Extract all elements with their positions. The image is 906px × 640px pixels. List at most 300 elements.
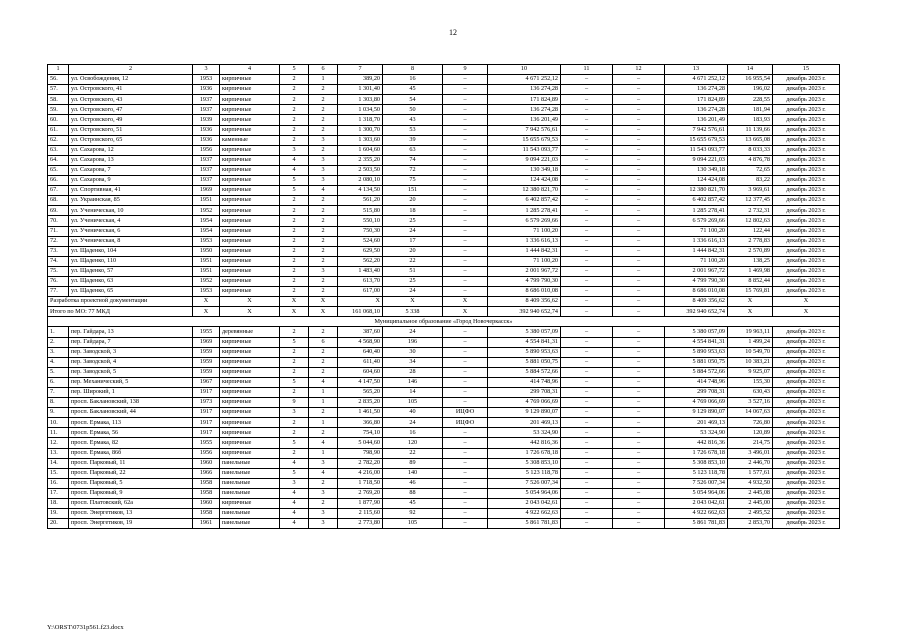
table-cell: 2 bbox=[309, 256, 338, 266]
table-cell: 524,60 bbox=[338, 236, 383, 246]
table-cell: пер. Гайдара, 13 bbox=[69, 327, 193, 337]
table-cell: декабрь 2023 г. bbox=[773, 85, 840, 95]
table-cell: просп. Баклановский, 138 bbox=[69, 398, 193, 408]
table-cell: 1959 bbox=[193, 367, 220, 377]
table-cell: 1 726 678,18 bbox=[665, 448, 728, 458]
table-cell: кирпичные bbox=[220, 95, 280, 105]
table-cell: просп. Ермака, 86б bbox=[69, 448, 193, 458]
table-cell: 392 940 652,74 bbox=[665, 307, 728, 317]
table-cell: кирпичные bbox=[220, 408, 280, 418]
table-cell: 105 bbox=[383, 519, 443, 529]
table-cell: 2 bbox=[309, 145, 338, 155]
table-cell: – bbox=[443, 115, 488, 125]
table-cell: 161 068,10 bbox=[338, 307, 383, 317]
table-row bbox=[48, 448, 840, 458]
table-cell: – bbox=[443, 499, 488, 509]
table-cell: – bbox=[613, 388, 665, 398]
table-cell: 1936 bbox=[193, 85, 220, 95]
table-row bbox=[48, 125, 840, 135]
table-cell: – bbox=[613, 125, 665, 135]
table-cell: X bbox=[443, 307, 488, 317]
table-cell: декабрь 2023 г. bbox=[773, 488, 840, 498]
table-cell: – bbox=[613, 145, 665, 155]
table-cell: 1960 bbox=[193, 499, 220, 509]
table-cell: декабрь 2023 г. bbox=[773, 377, 840, 387]
table-cell: 122,44 bbox=[728, 226, 773, 236]
table-cell: ул. Сахарова, 12 bbox=[69, 145, 193, 155]
table-cell: кирпичные bbox=[220, 337, 280, 347]
table-cell: 17. bbox=[48, 488, 69, 498]
table-cell: – bbox=[561, 176, 613, 186]
table-cell: 1960 bbox=[193, 458, 220, 468]
table-cell: 2 bbox=[280, 115, 309, 125]
table-cell: 2 043 042,61 bbox=[488, 499, 561, 509]
table-cell: 63 bbox=[383, 145, 443, 155]
table-cell: – bbox=[443, 468, 488, 478]
table-cell: – bbox=[561, 125, 613, 135]
table-cell: 1917 bbox=[193, 388, 220, 398]
housing-register-table bbox=[47, 64, 840, 529]
table-cell: 1 bbox=[309, 448, 338, 458]
table-cell: 25 bbox=[383, 216, 443, 226]
table-cell: – bbox=[561, 478, 613, 488]
table-cell: 4 922 662,63 bbox=[488, 509, 561, 519]
table-cell: 1 336 616,13 bbox=[665, 236, 728, 246]
table-cell: – bbox=[443, 327, 488, 337]
table-cell: 3 bbox=[309, 519, 338, 529]
table-cell: 1 303,60 bbox=[338, 135, 383, 145]
table-cell: – bbox=[561, 398, 613, 408]
table-cell: – bbox=[443, 206, 488, 216]
table-cell: – bbox=[613, 206, 665, 216]
table-cell: 2 bbox=[280, 418, 309, 428]
table-cell: 140 bbox=[383, 468, 443, 478]
table-cell: 2 782,20 bbox=[338, 458, 383, 468]
table-cell: 5 881 050,75 bbox=[488, 357, 561, 367]
table-cell: 2 446,70 bbox=[728, 458, 773, 468]
table-cell: 89 bbox=[383, 458, 443, 468]
table-cell: – bbox=[613, 509, 665, 519]
table-cell: кирпичные bbox=[220, 499, 280, 509]
table-cell: – bbox=[561, 266, 613, 276]
table-row bbox=[48, 95, 840, 105]
table-cell: 299 708,31 bbox=[665, 388, 728, 398]
table-cell: – bbox=[561, 226, 613, 236]
table-cell: – bbox=[561, 95, 613, 105]
table-row bbox=[48, 428, 840, 438]
table-cell: 201 469,13 bbox=[665, 418, 728, 428]
table-cell: 1956 bbox=[193, 145, 220, 155]
column-number-cell: 14 bbox=[728, 65, 773, 75]
table-cell: ул. Островского, 43 bbox=[69, 95, 193, 105]
table-row bbox=[48, 388, 840, 398]
table-cell: кирпичные bbox=[220, 176, 280, 186]
table-cell: 2 bbox=[309, 226, 338, 236]
table-cell: 28 bbox=[383, 367, 443, 377]
table-cell: 1 469,98 bbox=[728, 266, 773, 276]
table-cell: 11 543 093,77 bbox=[488, 145, 561, 155]
table-cell: – bbox=[443, 236, 488, 246]
table-cell: – bbox=[613, 165, 665, 175]
column-number-cell: 5 bbox=[280, 65, 309, 75]
table-cell: 3 bbox=[309, 165, 338, 175]
table-cell: 1917 bbox=[193, 418, 220, 428]
table-cell: – bbox=[443, 347, 488, 357]
table-cell: 1951 bbox=[193, 256, 220, 266]
column-number-cell: 12 bbox=[613, 65, 665, 75]
table-row bbox=[48, 145, 840, 155]
table-cell: – bbox=[613, 75, 665, 85]
table-row bbox=[48, 377, 840, 387]
table-cell: 5 308 853,10 bbox=[665, 458, 728, 468]
table-cell: – bbox=[613, 266, 665, 276]
table-cell: – bbox=[613, 478, 665, 488]
table-cell: 64. bbox=[48, 155, 69, 165]
table-cell: 4 922 662,63 bbox=[665, 509, 728, 519]
table-cell: 71 100,20 bbox=[665, 256, 728, 266]
table-cell: – bbox=[443, 448, 488, 458]
table-cell: X bbox=[728, 307, 773, 317]
table-cell: 389,20 bbox=[338, 75, 383, 85]
table-cell: кирпичные bbox=[220, 347, 280, 357]
table-cell: 24 bbox=[383, 418, 443, 428]
table-cell: 3 bbox=[309, 176, 338, 186]
table-cell: – bbox=[443, 367, 488, 377]
table-cell: декабрь 2023 г. bbox=[773, 206, 840, 216]
table-cell: пер. Заводской, 3 bbox=[69, 347, 193, 357]
table-cell: кирпичные bbox=[220, 398, 280, 408]
table-cell: 2 001 967,72 bbox=[665, 266, 728, 276]
table-cell: ул. Сахарова, 7 bbox=[69, 165, 193, 175]
table-cell: 2 bbox=[309, 95, 338, 105]
table-cell: 1937 bbox=[193, 155, 220, 165]
table-cell: 196,02 bbox=[728, 85, 773, 95]
table-cell: 1937 bbox=[193, 95, 220, 105]
table-cell: – bbox=[613, 115, 665, 125]
table-cell: 15 655 679,53 bbox=[665, 135, 728, 145]
table-cell: – bbox=[561, 357, 613, 367]
table-cell: 1954 bbox=[193, 216, 220, 226]
table-cell: декабрь 2023 г. bbox=[773, 458, 840, 468]
table-cell: – bbox=[443, 165, 488, 175]
table-cell: 71. bbox=[48, 226, 69, 236]
table-cell: 3 bbox=[309, 135, 338, 145]
table-cell: кирпичные bbox=[220, 75, 280, 85]
table-cell: 2 bbox=[280, 256, 309, 266]
table-cell: 2 bbox=[280, 327, 309, 337]
table-cell: 2. bbox=[48, 337, 69, 347]
table-cell: просп. Парковый, 11 bbox=[69, 458, 193, 468]
table-cell: просп. Ермака, 56 bbox=[69, 428, 193, 438]
table-cell: 1954 bbox=[193, 226, 220, 236]
table-cell: просп. Платовский, 62а bbox=[69, 499, 193, 509]
table-cell: 24 bbox=[383, 327, 443, 337]
table-cell: – bbox=[613, 196, 665, 206]
table-cell: 120 bbox=[383, 438, 443, 448]
table-cell: 63. bbox=[48, 145, 69, 155]
table-row bbox=[48, 186, 840, 196]
table-cell: кирпичные bbox=[220, 206, 280, 216]
table-cell: – bbox=[561, 276, 613, 286]
table-cell: 3 bbox=[309, 458, 338, 468]
table-cell: декабрь 2023 г. bbox=[773, 367, 840, 377]
table-cell: декабрь 2023 г. bbox=[773, 388, 840, 398]
table-cell: 9 bbox=[280, 398, 309, 408]
table-cell: 61. bbox=[48, 125, 69, 135]
table-cell: 2 bbox=[280, 428, 309, 438]
table-cell: 6 402 857,42 bbox=[665, 196, 728, 206]
table-cell: 72 bbox=[383, 165, 443, 175]
table-cell: декабрь 2023 г. bbox=[773, 125, 840, 135]
table-cell: – bbox=[443, 377, 488, 387]
table-cell: 2 853,70 bbox=[728, 519, 773, 529]
table-body bbox=[48, 65, 840, 529]
table-cell: – bbox=[561, 256, 613, 266]
table-cell: 2 769,20 bbox=[338, 488, 383, 498]
table-cell: X bbox=[280, 307, 309, 317]
table-cell: 5 054 964,06 bbox=[488, 488, 561, 498]
table-cell: 9 094 221,03 bbox=[488, 155, 561, 165]
table-cell: – bbox=[443, 105, 488, 115]
table-cell: кирпичные bbox=[220, 256, 280, 266]
table-cell: кирпичные bbox=[220, 428, 280, 438]
table-cell: 4 bbox=[280, 488, 309, 498]
table-cell: ул. Щаденко, 110 bbox=[69, 256, 193, 266]
table-cell: 1969 bbox=[193, 337, 220, 347]
table-cell: 34 bbox=[383, 357, 443, 367]
table-cell: 2 bbox=[309, 367, 338, 377]
table-cell: 2 bbox=[309, 206, 338, 216]
table-cell: 5 bbox=[280, 377, 309, 387]
table-cell: – bbox=[443, 287, 488, 297]
table-cell: 15 769,81 bbox=[728, 287, 773, 297]
table-cell: 8 409 356,62 bbox=[488, 297, 561, 307]
document-file-path: Y:\ORST\0731p561.f23.docx bbox=[47, 624, 124, 631]
table-cell: ул. Островского, 65 bbox=[69, 135, 193, 145]
table-cell: 70. bbox=[48, 216, 69, 226]
table-cell: – bbox=[561, 246, 613, 256]
table-cell: – bbox=[561, 196, 613, 206]
table-row bbox=[48, 256, 840, 266]
table-cell: 2 bbox=[280, 448, 309, 458]
table-cell: X bbox=[193, 297, 220, 307]
table-cell: 17 bbox=[383, 236, 443, 246]
table-cell: 4 bbox=[309, 438, 338, 448]
table-cell: 24 bbox=[383, 226, 443, 236]
table-cell: 1917 bbox=[193, 428, 220, 438]
table-cell: 4 bbox=[309, 186, 338, 196]
table-row bbox=[48, 367, 840, 377]
table-cell: 124 424,08 bbox=[488, 176, 561, 186]
table-cell: 3 496,01 bbox=[728, 448, 773, 458]
table-cell: 16 bbox=[383, 75, 443, 85]
table-cell: 136 274,28 bbox=[488, 105, 561, 115]
table-cell: 4 134,50 bbox=[338, 186, 383, 196]
column-number-cell: 4 bbox=[220, 65, 280, 75]
table-cell: 136 274,28 bbox=[665, 85, 728, 95]
table-cell: 20 bbox=[383, 246, 443, 256]
table-cell: 1958 bbox=[193, 478, 220, 488]
table-cell: 3 969,61 bbox=[728, 186, 773, 196]
table-cell: 59. bbox=[48, 105, 69, 115]
table-cell: кирпичные bbox=[220, 287, 280, 297]
table-cell: – bbox=[613, 276, 665, 286]
table-cell: кирпичные bbox=[220, 276, 280, 286]
table-cell: 1 726 678,18 bbox=[488, 448, 561, 458]
table-cell: 414 748,96 bbox=[665, 377, 728, 387]
table-cell: 74 bbox=[383, 155, 443, 165]
table-cell: декабрь 2023 г. bbox=[773, 105, 840, 115]
table-cell: – bbox=[561, 347, 613, 357]
table-cell: ул. Ученическая, 6 bbox=[69, 226, 193, 236]
table-cell: – bbox=[443, 428, 488, 438]
table-cell: панельные bbox=[220, 468, 280, 478]
table-cell: 617,00 bbox=[338, 287, 383, 297]
table-cell: – bbox=[443, 276, 488, 286]
table-cell: 12 377,45 bbox=[728, 196, 773, 206]
table-cell: 2 bbox=[280, 135, 309, 145]
table-cell: 12 380 821,70 bbox=[665, 186, 728, 196]
table-cell: – bbox=[613, 367, 665, 377]
table-row bbox=[48, 337, 840, 347]
table-cell: декабрь 2023 г. bbox=[773, 256, 840, 266]
table-cell: – bbox=[561, 145, 613, 155]
table-cell: – bbox=[561, 337, 613, 347]
table-cell: декабрь 2023 г. bbox=[773, 519, 840, 529]
table-cell: – bbox=[561, 307, 613, 317]
table-cell: пер. Заводской, 4 bbox=[69, 357, 193, 367]
table-cell: – bbox=[561, 206, 613, 216]
table-cell: – bbox=[561, 75, 613, 85]
table-cell: 2 bbox=[309, 236, 338, 246]
table-cell: 4 799 790,30 bbox=[488, 276, 561, 286]
total-row bbox=[48, 307, 840, 317]
table-cell: – bbox=[613, 135, 665, 145]
column-number-cell: 10 bbox=[488, 65, 561, 75]
table-cell: панельные bbox=[220, 458, 280, 468]
table-cell: 75 bbox=[383, 176, 443, 186]
table-cell: X bbox=[773, 307, 840, 317]
table-cell: просп. Ермака, 113 bbox=[69, 418, 193, 428]
table-cell: кирпичные bbox=[220, 367, 280, 377]
table-cell: – bbox=[443, 337, 488, 347]
table-cell: 183,93 bbox=[728, 115, 773, 125]
table-cell: 4 799 790,30 bbox=[665, 276, 728, 286]
table-cell: 611,40 bbox=[338, 357, 383, 367]
table-cell: 4. bbox=[48, 357, 69, 367]
table-cell: 1937 bbox=[193, 165, 220, 175]
table-cell: 6. bbox=[48, 377, 69, 387]
table-cell: декабрь 2023 г. bbox=[773, 266, 840, 276]
table-cell: 5 884 572,66 bbox=[488, 367, 561, 377]
table-cell: 171 824,89 bbox=[665, 95, 728, 105]
table-cell: ул. Ученическая, 10 bbox=[69, 206, 193, 216]
table-cell: 1966 bbox=[193, 468, 220, 478]
table-cell: 15 655 679,53 bbox=[488, 135, 561, 145]
column-number-cell: 7 bbox=[338, 65, 383, 75]
table-cell: 1 285 278,41 bbox=[665, 206, 728, 216]
table-cell: – bbox=[443, 398, 488, 408]
table-cell: – bbox=[443, 125, 488, 135]
table-cell: пер. Гайдара, 7 bbox=[69, 337, 193, 347]
table-cell: ИЦФО bbox=[443, 418, 488, 428]
table-cell: 16 955,54 bbox=[728, 75, 773, 85]
table-row bbox=[48, 85, 840, 95]
table-cell: 1958 bbox=[193, 488, 220, 498]
table-cell: 4 671 252,12 bbox=[665, 75, 728, 85]
table-cell: 2 570,89 bbox=[728, 246, 773, 256]
section-heading: Муниципальное образование «Город Новочеркасск» bbox=[48, 317, 840, 327]
column-number-cell: 9 bbox=[443, 65, 488, 75]
table-cell: – bbox=[613, 458, 665, 468]
table-cell: 562,20 bbox=[338, 256, 383, 266]
table-cell: 1 604,60 bbox=[338, 145, 383, 155]
table-cell: 2 bbox=[280, 246, 309, 256]
table-cell: ул. Щаденко, 63 bbox=[69, 276, 193, 286]
column-number-cell: 6 bbox=[309, 65, 338, 75]
table-row bbox=[48, 135, 840, 145]
table-cell: 9 129 890,07 bbox=[665, 408, 728, 418]
table-cell: 1 285 278,41 bbox=[488, 206, 561, 216]
table-row bbox=[48, 509, 840, 519]
table-cell: – bbox=[561, 367, 613, 377]
table-cell: 16. bbox=[48, 478, 69, 488]
table-cell: – bbox=[613, 236, 665, 246]
table-cell: – bbox=[613, 176, 665, 186]
table-cell: 15. bbox=[48, 468, 69, 478]
table-cell: X bbox=[309, 297, 338, 307]
table-cell: 2 bbox=[309, 246, 338, 256]
table-cell: кирпичные bbox=[220, 226, 280, 236]
table-cell: 1961 bbox=[193, 519, 220, 529]
table-cell: 53 324,90 bbox=[488, 428, 561, 438]
table-cell: 1956 bbox=[193, 448, 220, 458]
table-cell: 71 100,20 bbox=[665, 226, 728, 236]
table-row bbox=[48, 236, 840, 246]
table-cell: 5 884 572,66 bbox=[665, 367, 728, 377]
table-cell: 3 bbox=[309, 509, 338, 519]
table-cell: декабрь 2023 г. bbox=[773, 216, 840, 226]
table-cell: 50 bbox=[383, 105, 443, 115]
table-cell: – bbox=[443, 256, 488, 266]
table-cell: 4 568,90 bbox=[338, 337, 383, 347]
table-cell: ул. Островского, 47 bbox=[69, 105, 193, 115]
table-cell: – bbox=[613, 499, 665, 509]
table-cell: 77. bbox=[48, 287, 69, 297]
table-cell: – bbox=[561, 216, 613, 226]
table-cell: 2 115,60 bbox=[338, 509, 383, 519]
table-cell: кирпичные bbox=[220, 388, 280, 398]
table-cell: 5 bbox=[280, 186, 309, 196]
table-cell: 3 bbox=[280, 408, 309, 418]
table-cell: 7 942 576,61 bbox=[488, 125, 561, 135]
table-cell: – bbox=[613, 297, 665, 307]
column-number-cell: 8 bbox=[383, 65, 443, 75]
table-cell: просп. Энергетиков, 19 bbox=[69, 519, 193, 529]
table-cell: 2 778,83 bbox=[728, 236, 773, 246]
table-cell: 5 bbox=[280, 468, 309, 478]
table-cell: 6 bbox=[309, 337, 338, 347]
table-cell: – bbox=[613, 377, 665, 387]
table-cell: 76. bbox=[48, 276, 69, 286]
table-cell: 1 318,70 bbox=[338, 115, 383, 125]
table-cell: 1 bbox=[309, 75, 338, 85]
table-row bbox=[48, 347, 840, 357]
table-cell: 22 bbox=[383, 256, 443, 266]
table-cell: 136 274,28 bbox=[665, 105, 728, 115]
table-cell: декабрь 2023 г. bbox=[773, 196, 840, 206]
table-cell: 2 bbox=[280, 216, 309, 226]
